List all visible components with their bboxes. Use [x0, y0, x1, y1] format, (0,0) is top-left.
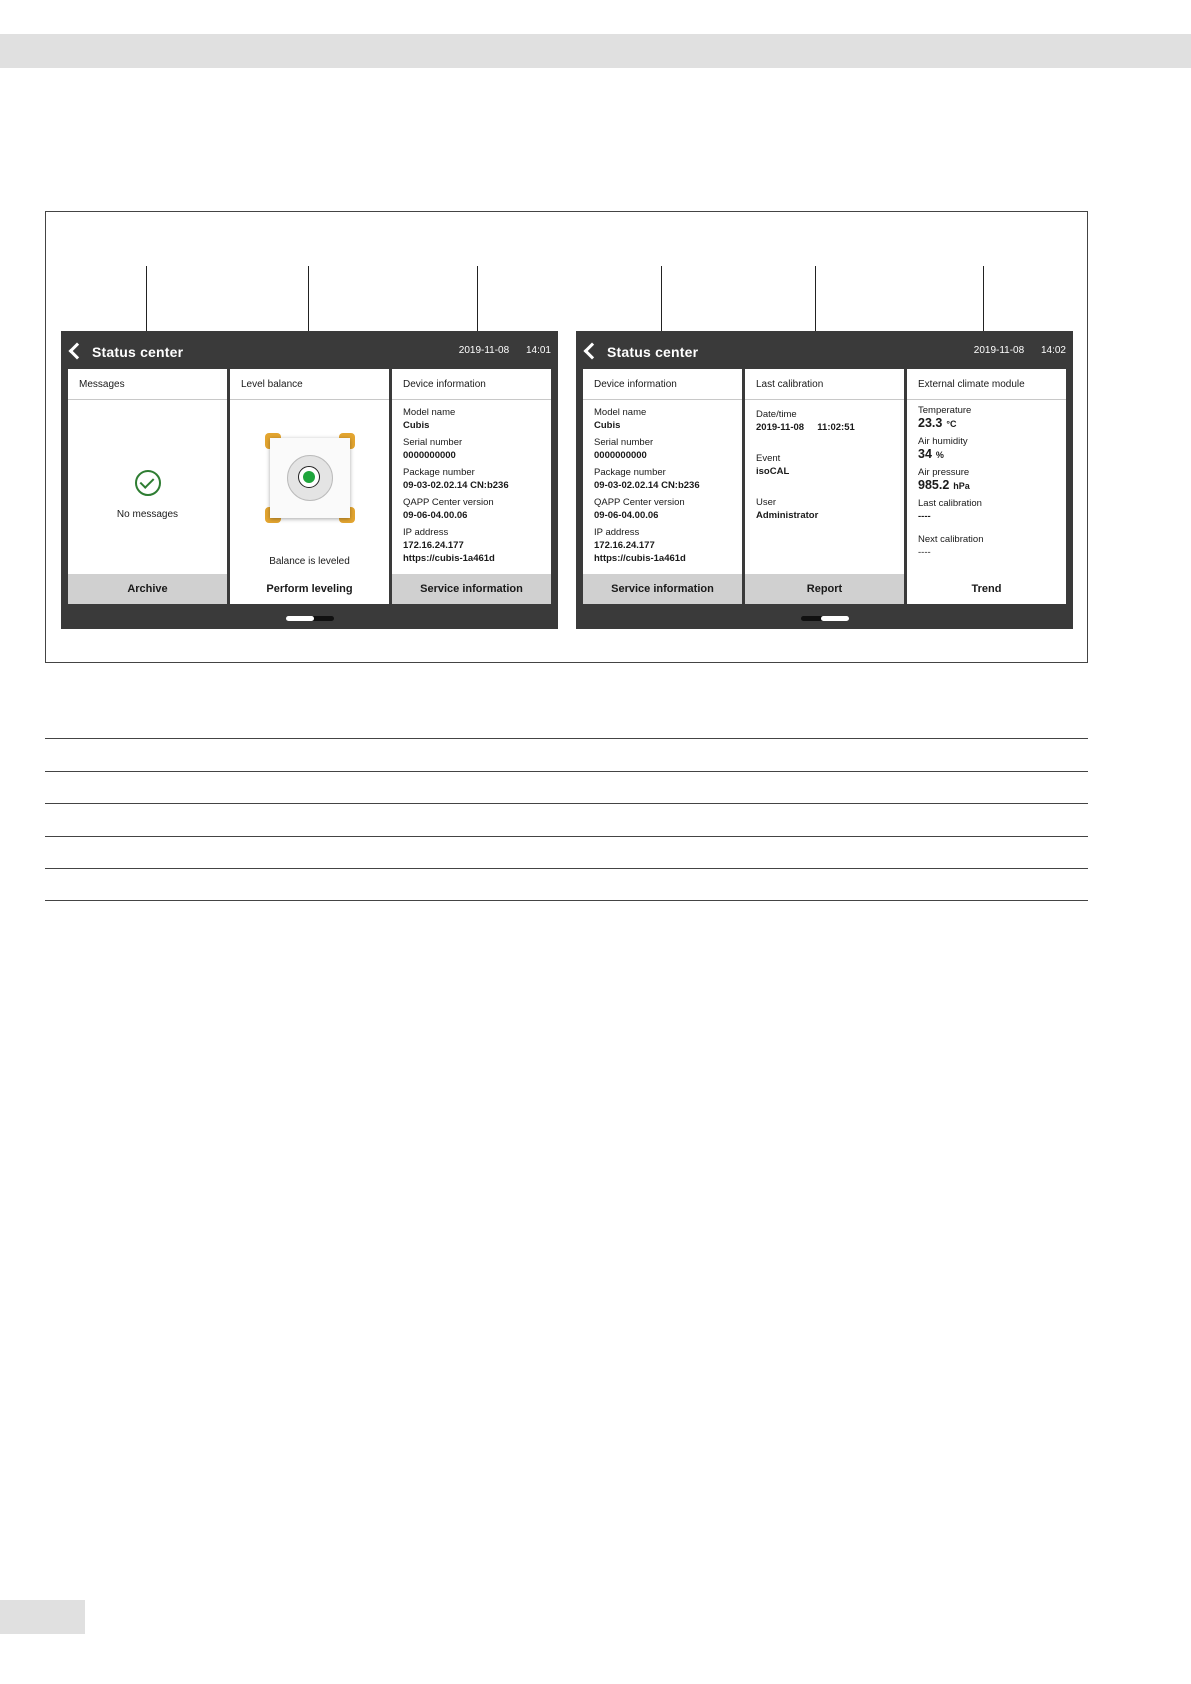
field-value: 172.16.24.177 — [594, 540, 655, 551]
service-information-button[interactable]: Service information — [583, 574, 742, 604]
device-information-card-body — [583, 400, 742, 574]
table-rule — [45, 868, 1088, 869]
screen-title: Status center — [92, 344, 184, 360]
table-rule — [45, 900, 1088, 901]
external-climate-module-card — [907, 369, 1066, 604]
status-center-screen-right — [576, 331, 1073, 629]
pressure-label: Air pressure — [918, 467, 970, 478]
last-calibration-card — [745, 369, 904, 604]
page-indicator — [286, 616, 334, 621]
climate-fields — [918, 404, 1060, 563]
device-information-card-title: Device information — [583, 369, 742, 400]
table-rule — [45, 803, 1088, 804]
service-information-button[interactable]: Service information — [392, 574, 551, 604]
level-status: Balance is leveled — [269, 556, 350, 567]
field-value: 0000000000 — [594, 450, 647, 461]
humidity-label: Air humidity — [918, 436, 968, 447]
field-value: 09-06-04.00.06 — [594, 510, 659, 521]
field-label: Package number — [403, 467, 475, 478]
archive-button[interactable]: Archive — [68, 574, 227, 604]
field-value: 09-03-02.02.14 CN:b236 — [594, 480, 700, 491]
messages-status: No messages — [116, 509, 179, 520]
level-balance-card — [230, 369, 389, 604]
device-url: https://cubis-1a461d — [594, 553, 686, 564]
field-value: Cubis — [594, 420, 621, 431]
next-calibration-label: Next calibration — [918, 534, 984, 545]
device-url: https://cubis-1a461d — [403, 553, 495, 564]
field-label: IP address — [594, 527, 640, 538]
device-information-fields — [403, 406, 545, 569]
back-arrow-icon[interactable] — [69, 343, 86, 360]
status-center-screen-left — [61, 331, 558, 629]
trend-button[interactable]: Trend — [907, 574, 1066, 604]
field-label: Package number — [594, 467, 666, 478]
level-balance-card-title: Level balance — [230, 369, 389, 400]
device-information-card — [583, 369, 742, 604]
humidity-value: 34 % — [918, 447, 944, 461]
next-calibration-value: ---- — [918, 547, 931, 558]
level-target-circle — [298, 466, 320, 488]
temperature-value: 23.3 °C — [918, 416, 957, 430]
datetime-label: Date/time — [756, 409, 797, 420]
pressure-value: 985.2 hPa — [918, 478, 970, 492]
device-information-card — [392, 369, 551, 604]
field-label: Serial number — [594, 437, 654, 448]
date-time: 2019-11-08 14:02 — [973, 345, 1066, 356]
perform-leveling-button[interactable]: Perform leveling — [230, 574, 389, 604]
field-value: 0000000000 — [403, 450, 456, 461]
event-label: Event — [756, 453, 781, 464]
calibration-datetime: 2019-11-08 11:02:51 — [756, 422, 855, 433]
external-climate-module-card-body — [907, 400, 1066, 574]
field-value: 09-06-04.00.06 — [403, 510, 468, 521]
table-rule — [45, 836, 1088, 837]
field-label: QAPP Center version — [403, 497, 494, 508]
level-ring — [287, 455, 333, 501]
last-calibration-label: Last calibration — [918, 498, 982, 509]
back-arrow-icon[interactable] — [584, 343, 601, 360]
field-label: Serial number — [403, 437, 463, 448]
field-label: Model name — [403, 407, 456, 418]
field-label: QAPP Center version — [594, 497, 685, 508]
device-information-fields — [594, 406, 736, 569]
calibration-fields — [756, 408, 898, 526]
table-rule — [45, 771, 1088, 772]
messages-card-body — [68, 400, 227, 574]
field-value: Cubis — [403, 420, 430, 431]
temperature-label: Temperature — [918, 405, 972, 416]
messages-card-title: Messages — [68, 369, 227, 400]
level-indicator — [265, 433, 355, 523]
device-information-card-body — [392, 400, 551, 574]
last-calibration-card-title: Last calibration — [745, 369, 904, 400]
page-indicator — [801, 616, 849, 621]
page-header-bar — [0, 34, 1191, 68]
report-button[interactable]: Report — [745, 574, 904, 604]
level-bubble-dot — [303, 471, 315, 483]
level-bubble-panel — [270, 438, 350, 518]
calibration-user: Administrator — [756, 510, 819, 521]
last-calibration-value: ---- — [918, 511, 931, 522]
calibration-event: isoCAL — [756, 466, 790, 477]
page-indicator-active — [821, 616, 849, 621]
external-climate-module-card-title: External climate module — [907, 369, 1066, 400]
field-value: 172.16.24.177 — [403, 540, 464, 551]
page-footer-tab — [0, 1600, 85, 1634]
field-value: 09-03-02.02.14 CN:b236 — [403, 480, 509, 491]
screen-title: Status center — [607, 344, 699, 360]
date-time: 2019-11-08 14:01 — [458, 345, 551, 356]
field-label: IP address — [403, 527, 449, 538]
device-information-card-title: Device information — [392, 369, 551, 400]
user-label: User — [756, 497, 777, 508]
table-rule — [45, 738, 1088, 739]
last-calibration-card-body — [745, 400, 904, 574]
level-balance-card-body — [230, 400, 389, 574]
checkmark-circle-icon — [135, 470, 161, 496]
page-indicator-active — [286, 616, 314, 621]
messages-card — [68, 369, 227, 604]
field-label: Model name — [594, 407, 647, 418]
